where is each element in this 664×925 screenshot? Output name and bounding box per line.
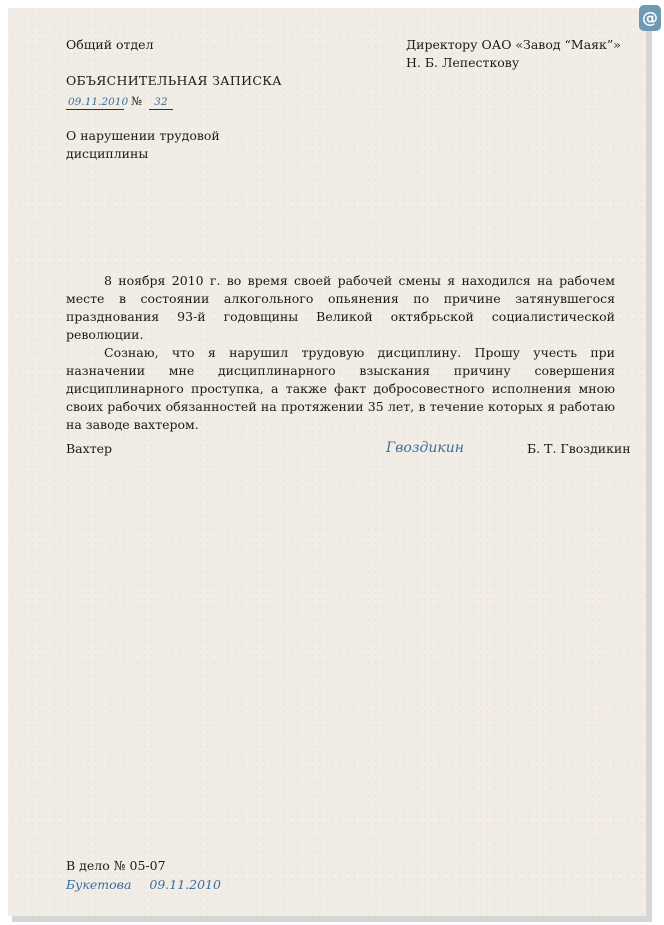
sender-department: Общий отдел <box>66 37 154 52</box>
handwritten-signature: Гвоздикин <box>386 440 464 456</box>
number-label: № <box>130 94 142 108</box>
at-sign-icon[interactable]: @ <box>639 5 661 31</box>
body-paragraph-1: 8 ноября 2010 г. во время своей рабочей смены я находился на рабочем месте в состоянии алкогольного опьянения по причине затянувшегося празднования 93-й годовщины Великой октябрьской социалистической революции. <box>66 273 615 342</box>
date-number-row <box>66 92 173 108</box>
signatory-name: Б. Т. Гвоздикин <box>527 441 631 456</box>
document-page <box>8 8 646 916</box>
clerk-mark <box>66 876 221 894</box>
file-note: В дело № 05-07 <box>66 858 166 873</box>
clerk-date: 09.11.2010 <box>149 877 221 892</box>
signatory-position: Вахтер <box>66 441 113 456</box>
document-number: 32 <box>149 95 173 110</box>
recipient-line-1: Директору ОАО «Завод “Маяк”» <box>406 37 621 52</box>
subject-line-1: О нарушении трудовой <box>66 128 220 143</box>
document-title: ОБЪЯСНИТЕЛЬНАЯ ЗАПИСКА <box>66 73 282 88</box>
body-text <box>66 272 615 434</box>
document-date: 09.11.2010 <box>68 96 129 108</box>
body-paragraph-2: Сознаю, что я нарушил трудовую дисциплину. Прошу учесть при назначении мне дисциплинарного взыскания причину совершения дисциплинарного проступка, а также факт добросовестного исполнения мною своих рабочих обязанностей на протяжении 35 лет, в течение которых я работаю на заводе вахтером. <box>66 345 615 432</box>
recipient-line-2: Н. Б. Лепесткову <box>406 55 520 70</box>
clerk-signature: Букетова <box>66 877 132 892</box>
subject-line-2: дисциплины <box>66 146 149 161</box>
